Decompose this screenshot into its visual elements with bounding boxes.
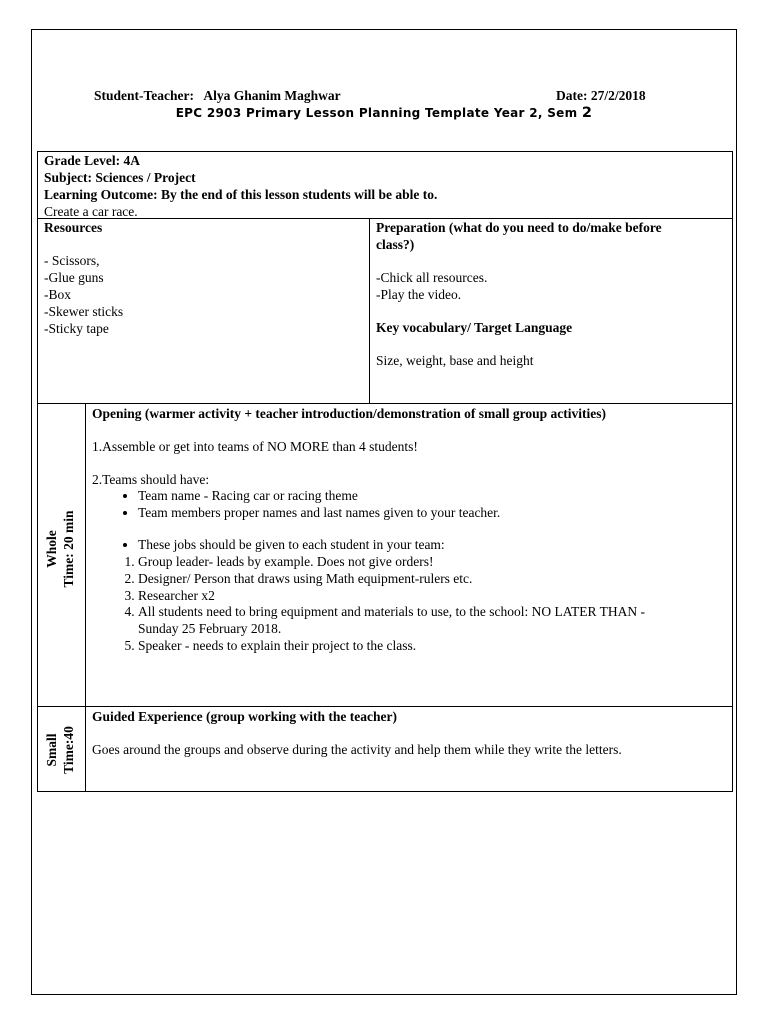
job-item: 3. Researcher x2 — [138, 588, 732, 605]
small-side-label-cell — [37, 706, 86, 792]
whole-time: Time: 20 min — [61, 510, 76, 588]
small-label: Small — [44, 733, 59, 767]
resource-item: -Skewer sticks — [44, 304, 124, 319]
preparation-item: -Play the video. — [376, 287, 462, 302]
preparation-box — [369, 218, 733, 404]
team-bullet-list — [86, 488, 732, 521]
preparation-heading-line1: Preparation (what do you need to do/make before — [376, 220, 662, 235]
date: Date: 27/2/2018 — [556, 88, 646, 103]
job-item-4-line1: All students need to bring equipment and materials to use, to the school: NO LATER THAN - — [138, 604, 646, 620]
guided-heading: Guided Experience (group working with the teacher) — [92, 709, 397, 724]
preparation-heading-line2: class?) — [376, 237, 415, 252]
job-item: 1. Group leader- leads by example. Does not give orders! — [138, 554, 732, 571]
job-item: 2. Designer/ Person that draws using Math equipment-rulers etc. — [138, 571, 732, 588]
team-bullet: • Team name - Racing car or racing theme — [138, 488, 732, 505]
resource-item: -Sticky tape — [44, 321, 109, 336]
template-title-text: EPC 2903 Primary Lesson Planning Template Year 2, Sem — [175, 106, 578, 120]
small-time: Time:40 — [61, 726, 76, 774]
small-side-label — [43, 708, 77, 792]
learning-outcome: Learning Outcome: By the end of this lesson students will be able to. — [44, 187, 438, 202]
lesson-info-box — [37, 151, 733, 219]
resource-item: - Scissors, — [44, 253, 100, 268]
template-sem-number: 2 — [581, 105, 593, 121]
student-teacher-name: Alya Ghanim Maghwar — [203, 88, 341, 103]
lesson-plan-page — [31, 29, 737, 995]
small-content-cell — [85, 706, 733, 792]
resource-item: -Glue guns — [44, 270, 104, 285]
resource-item: -Box — [44, 287, 71, 302]
student-teacher-label: Student-Teacher: — [94, 88, 194, 103]
resources-heading: Resources — [44, 220, 103, 235]
jobs-bullet: • These jobs should be given to each student in your team: — [138, 537, 732, 554]
job-item: 5. Speaker - needs to explain their project to the class. — [138, 638, 732, 655]
whole-side-label-cell — [37, 403, 86, 707]
opening-heading: Opening (warmer activity + teacher introduction/demonstration of small group activities) — [92, 406, 607, 421]
job-item-4-line2: Sunday 25 February 2018. — [138, 620, 282, 636]
jobs-list — [86, 554, 732, 654]
grade-level: Grade Level: 4A — [44, 153, 140, 168]
job-item — [138, 604, 732, 637]
resources-box — [37, 218, 370, 404]
team-bullet: • Team members proper names and last names given to your teacher. — [138, 505, 732, 522]
outcome-text: Create a car race. — [44, 204, 138, 219]
vocab-heading: Key vocabulary/ Target Language — [376, 320, 573, 335]
whole-content-cell — [85, 403, 733, 707]
whole-side-label — [43, 484, 77, 614]
template-title — [32, 105, 736, 121]
guided-text: Goes around the groups and observe during the activity and help them while they write the letters. — [92, 742, 622, 757]
vocab-text: Size, weight, base and height — [376, 353, 534, 368]
preparation-item: -Chick all resources. — [376, 270, 488, 285]
whole-label: Whole — [44, 530, 59, 568]
student-teacher-line — [94, 88, 341, 104]
step-1: 1.Assemble or get into teams of NO MORE than 4 students! — [92, 439, 418, 454]
jobs-bullet-list — [86, 537, 732, 554]
step-2: 2.Teams should have: — [92, 472, 210, 487]
subject: Subject: Sciences / Project — [44, 170, 196, 185]
